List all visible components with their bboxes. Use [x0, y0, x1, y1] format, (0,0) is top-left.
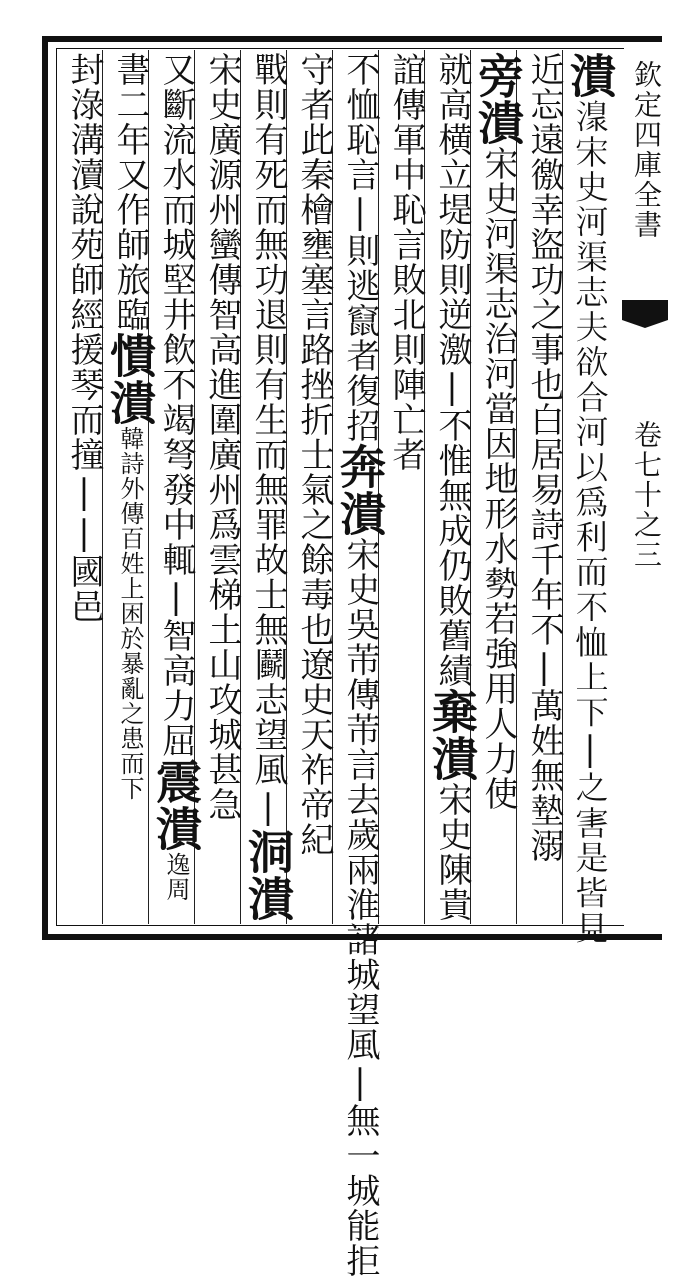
- headword: 潰: [103, 379, 157, 426]
- column-text: 又斷流水而城堅井飲不竭弩發中輒|智高力屈: [156, 52, 196, 758]
- text-column-9: [200, 52, 244, 822]
- column-text: ||國邑: [64, 472, 104, 624]
- margin-volume: 卷七十之三: [630, 420, 663, 570]
- column-text: 近忘遠徼幸盜功之事也白居易詩千年不|萬姓無墊溺: [524, 52, 564, 863]
- margin-title: 欽定四庫全書: [630, 60, 663, 240]
- text-column-5: [384, 52, 428, 472]
- headword: 潰: [563, 52, 617, 99]
- headword: 洞: [241, 828, 295, 875]
- fishtail-mark: [622, 300, 668, 320]
- column-text: 封淥溝瀆說苑師經援琴而撞: [64, 52, 104, 472]
- column-text: 宋史陳貴: [432, 782, 472, 922]
- headword: 憒: [103, 332, 157, 379]
- headword: 潰: [471, 99, 525, 146]
- text-column-3: [471, 52, 525, 811]
- text-column-6: [333, 52, 387, 1278]
- column-text: 宋史吳芾傳芾言去歲兩淮諸城望風|無一城能拒: [340, 537, 380, 1278]
- text-column-2: [522, 52, 566, 863]
- column-text: 韓詩外傳百姓上困於暴亂之患而下: [116, 426, 144, 801]
- text-column-7: [292, 52, 336, 857]
- text-column-12: [62, 52, 106, 624]
- column-text: 誼傳軍中恥言敗北則陣亡者: [386, 52, 426, 472]
- text-column-10: [149, 52, 203, 902]
- column-text: 守者此秦檜壅塞言路挫折士氣之餘毒也遼史天祚帝紀: [294, 52, 334, 857]
- headword: 潰: [241, 875, 295, 922]
- text-column-1: [563, 52, 617, 945]
- column-text: 書二年又作師旅臨: [110, 52, 150, 332]
- text-column-11: [103, 52, 157, 801]
- text-column-4: [425, 52, 479, 922]
- headword: 棄: [425, 688, 479, 735]
- headword: 潰: [333, 490, 387, 537]
- column-text: 宋史河渠志治河當因地形水勢若強用人力使: [478, 146, 518, 811]
- column-text: 戰則有死而無功退則有生而無罪故士無鬬志望風|: [248, 52, 288, 828]
- headword: 潰: [149, 805, 203, 852]
- headword: 旁: [471, 52, 525, 99]
- column-text: 宋史廣源州蠻傳智高進圍廣州爲雲梯土山攻城甚急: [202, 52, 242, 822]
- headword: 潰: [425, 735, 479, 782]
- column-text: 𣽍宋史河渠志夫欲合河以為利而不恤上下|之害是皆見: [570, 99, 610, 945]
- column-text: 就高横立堤防則逆激|不惟無成仍敗舊績: [432, 52, 472, 688]
- column-text: 不恤恥言|則逃竄者復招: [340, 52, 380, 443]
- headword: 震: [149, 758, 203, 805]
- headword: 奔: [333, 443, 387, 490]
- text-column-8: [241, 52, 295, 922]
- column-text: 逸周: [162, 852, 190, 902]
